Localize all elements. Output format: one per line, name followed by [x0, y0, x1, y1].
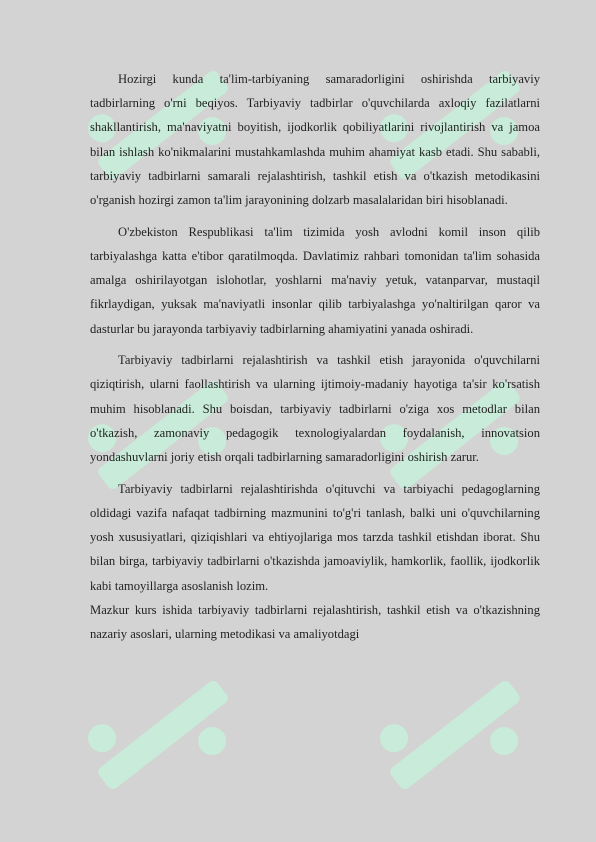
- watermark-logo-icon: [370, 660, 540, 810]
- watermark-shape: [370, 660, 540, 810]
- paragraph-2: O'zbekiston Respublikasi ta'lim tizimida yosh avlodni komil inson qilib tarbiyalashga katta e'tibor qaratilmoqda. Davlatimiz rahbari tomonidan ta'lim sohasida amalga oshirilayotgan islohotlar, yoshlarni ma'naviy yetuk, vatanparvar, mustaqil fikrlaydigan, yuksak ma'naviyatli insonlar qilib tarbiyalashga yo'naltirilgan qaror va dasturlar bu jarayonda tarbiyaviy tadbirlarning ahamiyatini yanada oshiradi.: [90, 224, 540, 336]
- watermark-shape: [78, 660, 248, 810]
- paragraph-1: Hozirgi kunda ta'lim-tarbiyaning samaradorligini oshirishda tarbiyaviy tadbirlarning o'rni beqiyos. Tarbiyaviy tadbirlar o'quvchilarda axloqiy fazilatlarni shakllantirish, ma'naviyatni boyitish, ijodkorlik qobiliyatlarini rivojlantirish va jamoa bilan ishlash ko'nikmalarini mustahkamlashda muhim ahamiyat kasb etadi. Shu sababli, tarbiyaviy tadbirlarni samarali rejalashtirish, tashkil etish va o'tkazish metodikasini o'rganish hozirgi zamon ta'lim jarayonining dolzarb masalalaridan biri hisoblanadi.: [90, 72, 540, 208]
- watermark-logo-icon: [78, 660, 248, 810]
- paragraph-4: Tarbiyaviy tadbirlarni rejalashtirishda o'qituvchi va tarbiyachi pedagoglarning oldidagi vazifa nafaqat tadbirning mazmunini to'g'ri tanlash, balki uni o'quvchilarning yosh xususiyatlari, qiziqishlari va ehtiyojlariga mos tarzda tashkil etishdan iborat. Shu bilan birga, tarbiyaviy tadbirlarni o'tkazishda jamoaviylik, hamkorlik, faollik, ijodkorlik kabi tamoyillarga asoslanish lozim.: [90, 481, 540, 593]
- paragraph-5: Mazkur kurs ishida tarbiyaviy tadbirlarni rejalashtirish, tashkil etish va o'tkazishning nazariy asoslari, ularning metodikasi va amaliyotdagi: [90, 602, 540, 641]
- paragraph-3: Tarbiyaviy tadbirlarni rejalashtirish va tashkil etish jarayonida o'quvchilarni qiziqtirish, ularni faollashtirish va ularning ijtimoiy-madaniy hayotiga ta'sir ko'rsatish muhim hisoblanadi. Shu boisdan, tarbiyaviy tadbirlarni o'ziga xos metodlar bilan o'tkazish, zamonaviy pedagogik texnologiyalardan foydalanish, innovatsion yondashuvlarni joriy etish orqali tadbirlarning samaradorligini oshirish zarur.: [90, 353, 540, 465]
- document-body: [90, 67, 540, 654]
